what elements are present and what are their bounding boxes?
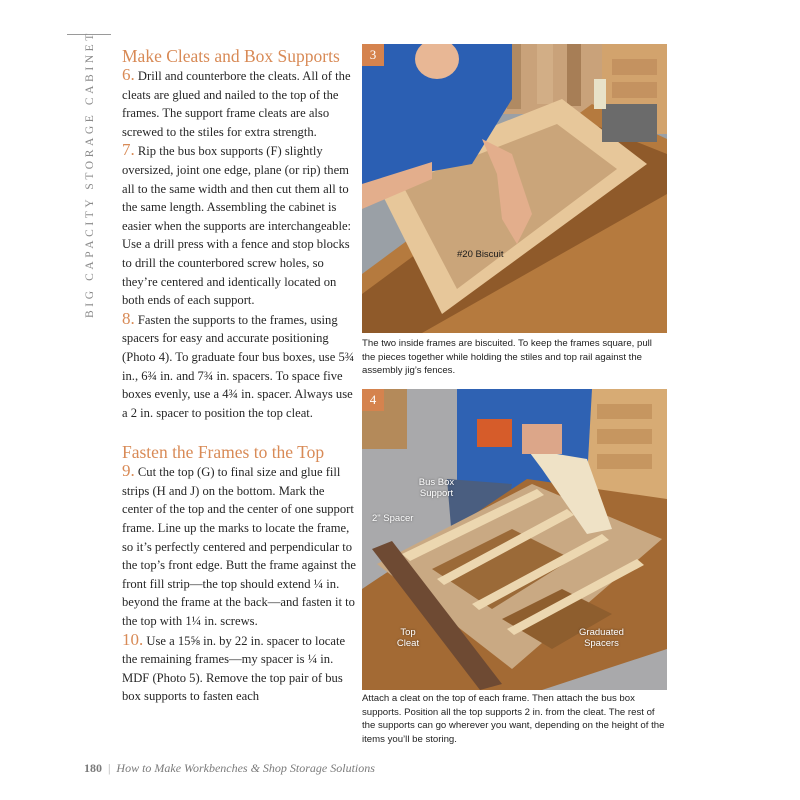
photo-3-image bbox=[362, 44, 667, 333]
folio-separator: | bbox=[108, 761, 111, 775]
callout-top-cleat: Top Cleat bbox=[396, 627, 420, 649]
callout-2in-spacer: 2" Spacer bbox=[372, 513, 414, 524]
photo-3 bbox=[362, 44, 667, 333]
step-number: 10. bbox=[122, 629, 144, 649]
section-heading-cleats: Make Cleats and Box Supports bbox=[122, 46, 340, 66]
step-10 bbox=[122, 631, 358, 706]
step-number: 6. bbox=[122, 65, 135, 84]
photo-4-caption: Attach a cleat on the top of each frame. Then attach the bus box supports. Position all the top supports 2 in. from the cleat. The rest of the supports can go wherever you want, depending on the height of the items you’ll be storing. bbox=[362, 693, 665, 745]
callout-bus-box-support: Bus Box Support bbox=[418, 477, 455, 499]
page-number: 180 bbox=[84, 761, 102, 775]
step-text: Drill and counterbore the cleats. All of the cleats are glued and nailed to the top of the frames. The support frame cleats are also screwed to the stiles for extra strength. bbox=[122, 69, 351, 139]
step-number: 8. bbox=[122, 308, 135, 328]
photo-badge: 3 bbox=[362, 44, 384, 66]
step-7 bbox=[122, 141, 358, 309]
callout-biscuit: #20 Biscuit bbox=[457, 249, 504, 260]
photo-4 bbox=[362, 389, 667, 690]
photo-3-caption: The two inside frames are biscuited. To keep the frames square, pull the pieces together while holding the stiles and top rail against the assembly jig’s fences. bbox=[362, 338, 652, 377]
step-9 bbox=[122, 462, 358, 630]
text-column bbox=[122, 46, 358, 706]
step-text: Fasten the supports to the frames, using spacers for easy and accurate positioning (Photo 4). To graduate four bus boxes, use 5¾ in., 6¾ in. and 7¾ in. spacers. To space five boxes evenly, use a 4¾ in. spacer. Always use a 2 in. spacer to position the top cleat. bbox=[122, 312, 355, 420]
step-number: 7. bbox=[122, 140, 135, 160]
step-number: 9. bbox=[122, 461, 135, 481]
photo-badge: 4 bbox=[362, 389, 384, 411]
step-text: Cut the top (G) to final size and glue fill strips (H and J) on the bottom. Mark the center of the top and the center of one support frame. Line up the marks to locate the frame, so it’s perfectly centered and perpendicular to the top’s front edge. Butt the frame against the front fill strip—the top should extend ¼ in. beyond the frame at the back—and fasten it to the top with 1¼ in. screws. bbox=[122, 465, 356, 629]
step-6 bbox=[122, 66, 358, 141]
book-title: How to Make Workbenches & Shop Storage Solutions bbox=[116, 761, 375, 775]
running-head-vertical: BIG CAPACITY STORAGE CABINET bbox=[84, 30, 96, 318]
step-8 bbox=[122, 310, 358, 423]
section-heading-frames: Fasten the Frames to the Top bbox=[122, 442, 325, 463]
step-text: Rip the bus box supports (F) slightly oversized, joint one edge, plane (or rip) them all to the same width and then cut them all to the same length. Assembling the cabinet is easier when the supports are interchangeable: Use a drill press with a fence and stop blocks to drill the counterbored screw holes, so they’re centered and identically located on both ends of each support. bbox=[122, 144, 352, 308]
page-footer bbox=[84, 761, 375, 776]
step-text: Use a 15⅝ in. by 22 in. spacer to locate the remaining frames—my spacer is ¼ in. MDF (Photo 5). Remove the top pair of bus box supports to fasten each bbox=[122, 633, 346, 704]
callout-graduated-spacers: Graduated Spacers bbox=[579, 627, 624, 649]
